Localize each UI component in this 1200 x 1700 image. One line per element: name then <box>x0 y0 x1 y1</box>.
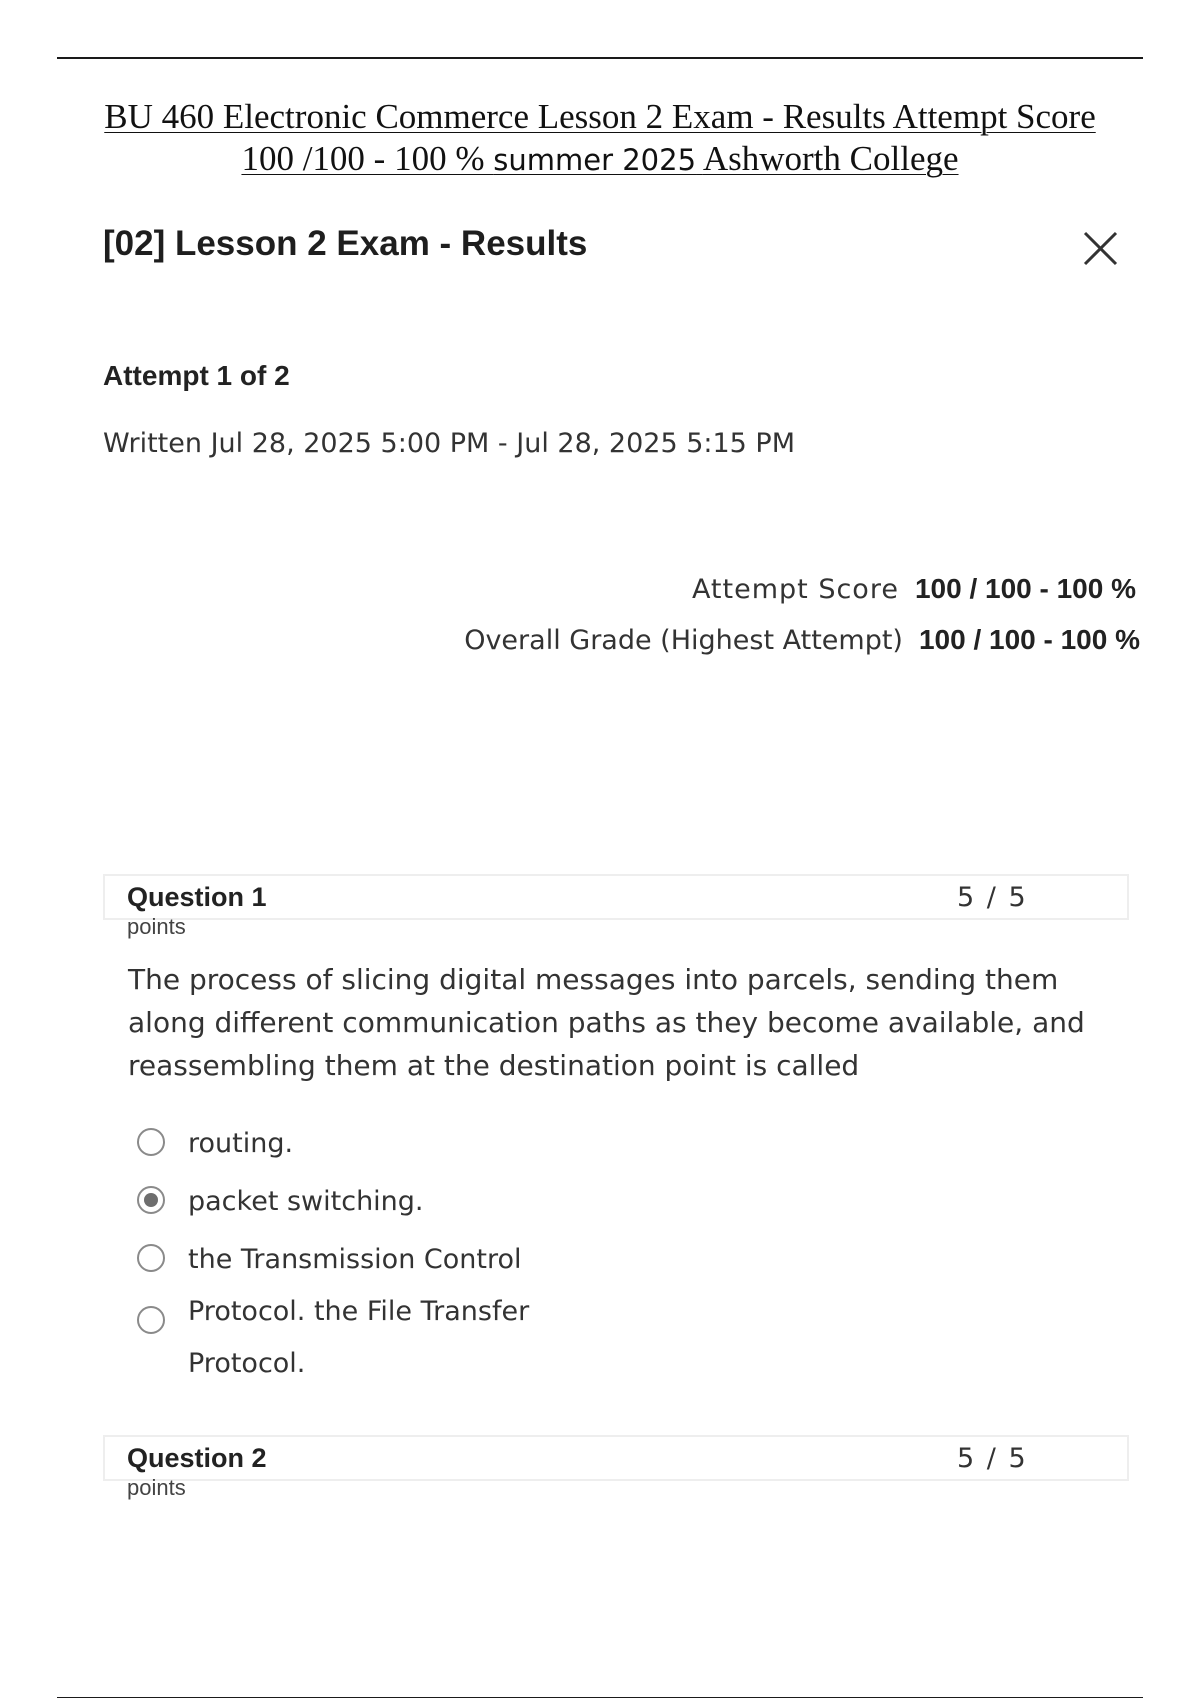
close-icon <box>1080 228 1122 270</box>
document-title-line1: BU 460 Electronic Commerce Lesson 2 Exam - Results Attempt Score <box>104 97 1096 136</box>
answer-option[interactable] <box>137 1244 522 1275</box>
answer-label: packet switching. <box>188 1186 424 1217</box>
attempt-score-label: Attempt Score <box>691 574 899 605</box>
bottom-rule <box>57 1697 1143 1698</box>
overall-grade-row <box>464 624 1140 656</box>
question-1-header <box>103 874 1129 939</box>
answer-label-continuation: Protocol. <box>188 1348 306 1379</box>
radio-button[interactable] <box>137 1244 165 1272</box>
answer-label: the Transmission Control <box>188 1244 522 1275</box>
overall-grade-label: Overall Grade (Highest Attempt) <box>464 625 903 656</box>
question-points-label: points <box>127 914 186 939</box>
radio-button-selected[interactable] <box>137 1186 165 1214</box>
attempt-score-value: 100 / 100 - 100 % <box>914 573 1136 604</box>
question-score: 5 / 5 <box>957 882 1028 913</box>
attempt-score-row <box>692 573 1136 605</box>
question-1-text: The process of slicing digital messages into parcels, sending them along different communication paths as they become available, and reassembling them at the destination point is called <box>128 963 1085 1082</box>
close-button[interactable] <box>1080 228 1122 270</box>
radio-button[interactable] <box>137 1128 165 1156</box>
radio-button[interactable] <box>137 1306 165 1334</box>
answer-option-selected[interactable] <box>137 1186 424 1217</box>
answer-label: Protocol. the File Transfer <box>188 1296 530 1327</box>
question-2-header <box>103 1435 1129 1500</box>
quiz-results-title: [02] Lesson 2 Exam - Results <box>103 224 588 263</box>
top-rule <box>57 57 1143 59</box>
title-score: 100 /100 - 100 % <box>241 139 485 178</box>
document-title-line2 <box>80 138 1120 181</box>
answer-option[interactable] <box>137 1128 294 1159</box>
attempt-label: Attempt 1 of 2 <box>103 360 290 391</box>
question-title: Question 2 <box>127 1443 267 1473</box>
question-score: 5 / 5 <box>957 1443 1028 1474</box>
answer-option[interactable] <box>137 1296 530 1334</box>
document-title <box>80 96 1120 181</box>
written-timestamp: Written Jul 28, 2025 5:00 PM - Jul 28, 2025 5:15 PM <box>103 428 796 459</box>
title-term: summer 2025 <box>493 143 697 177</box>
question-title: Question 1 <box>127 882 267 912</box>
question-points-label: points <box>127 1475 186 1500</box>
answer-label: routing. <box>188 1128 294 1159</box>
overall-grade-value: 100 / 100 - 100 % <box>918 624 1140 655</box>
title-college: Ashworth College <box>702 139 959 178</box>
